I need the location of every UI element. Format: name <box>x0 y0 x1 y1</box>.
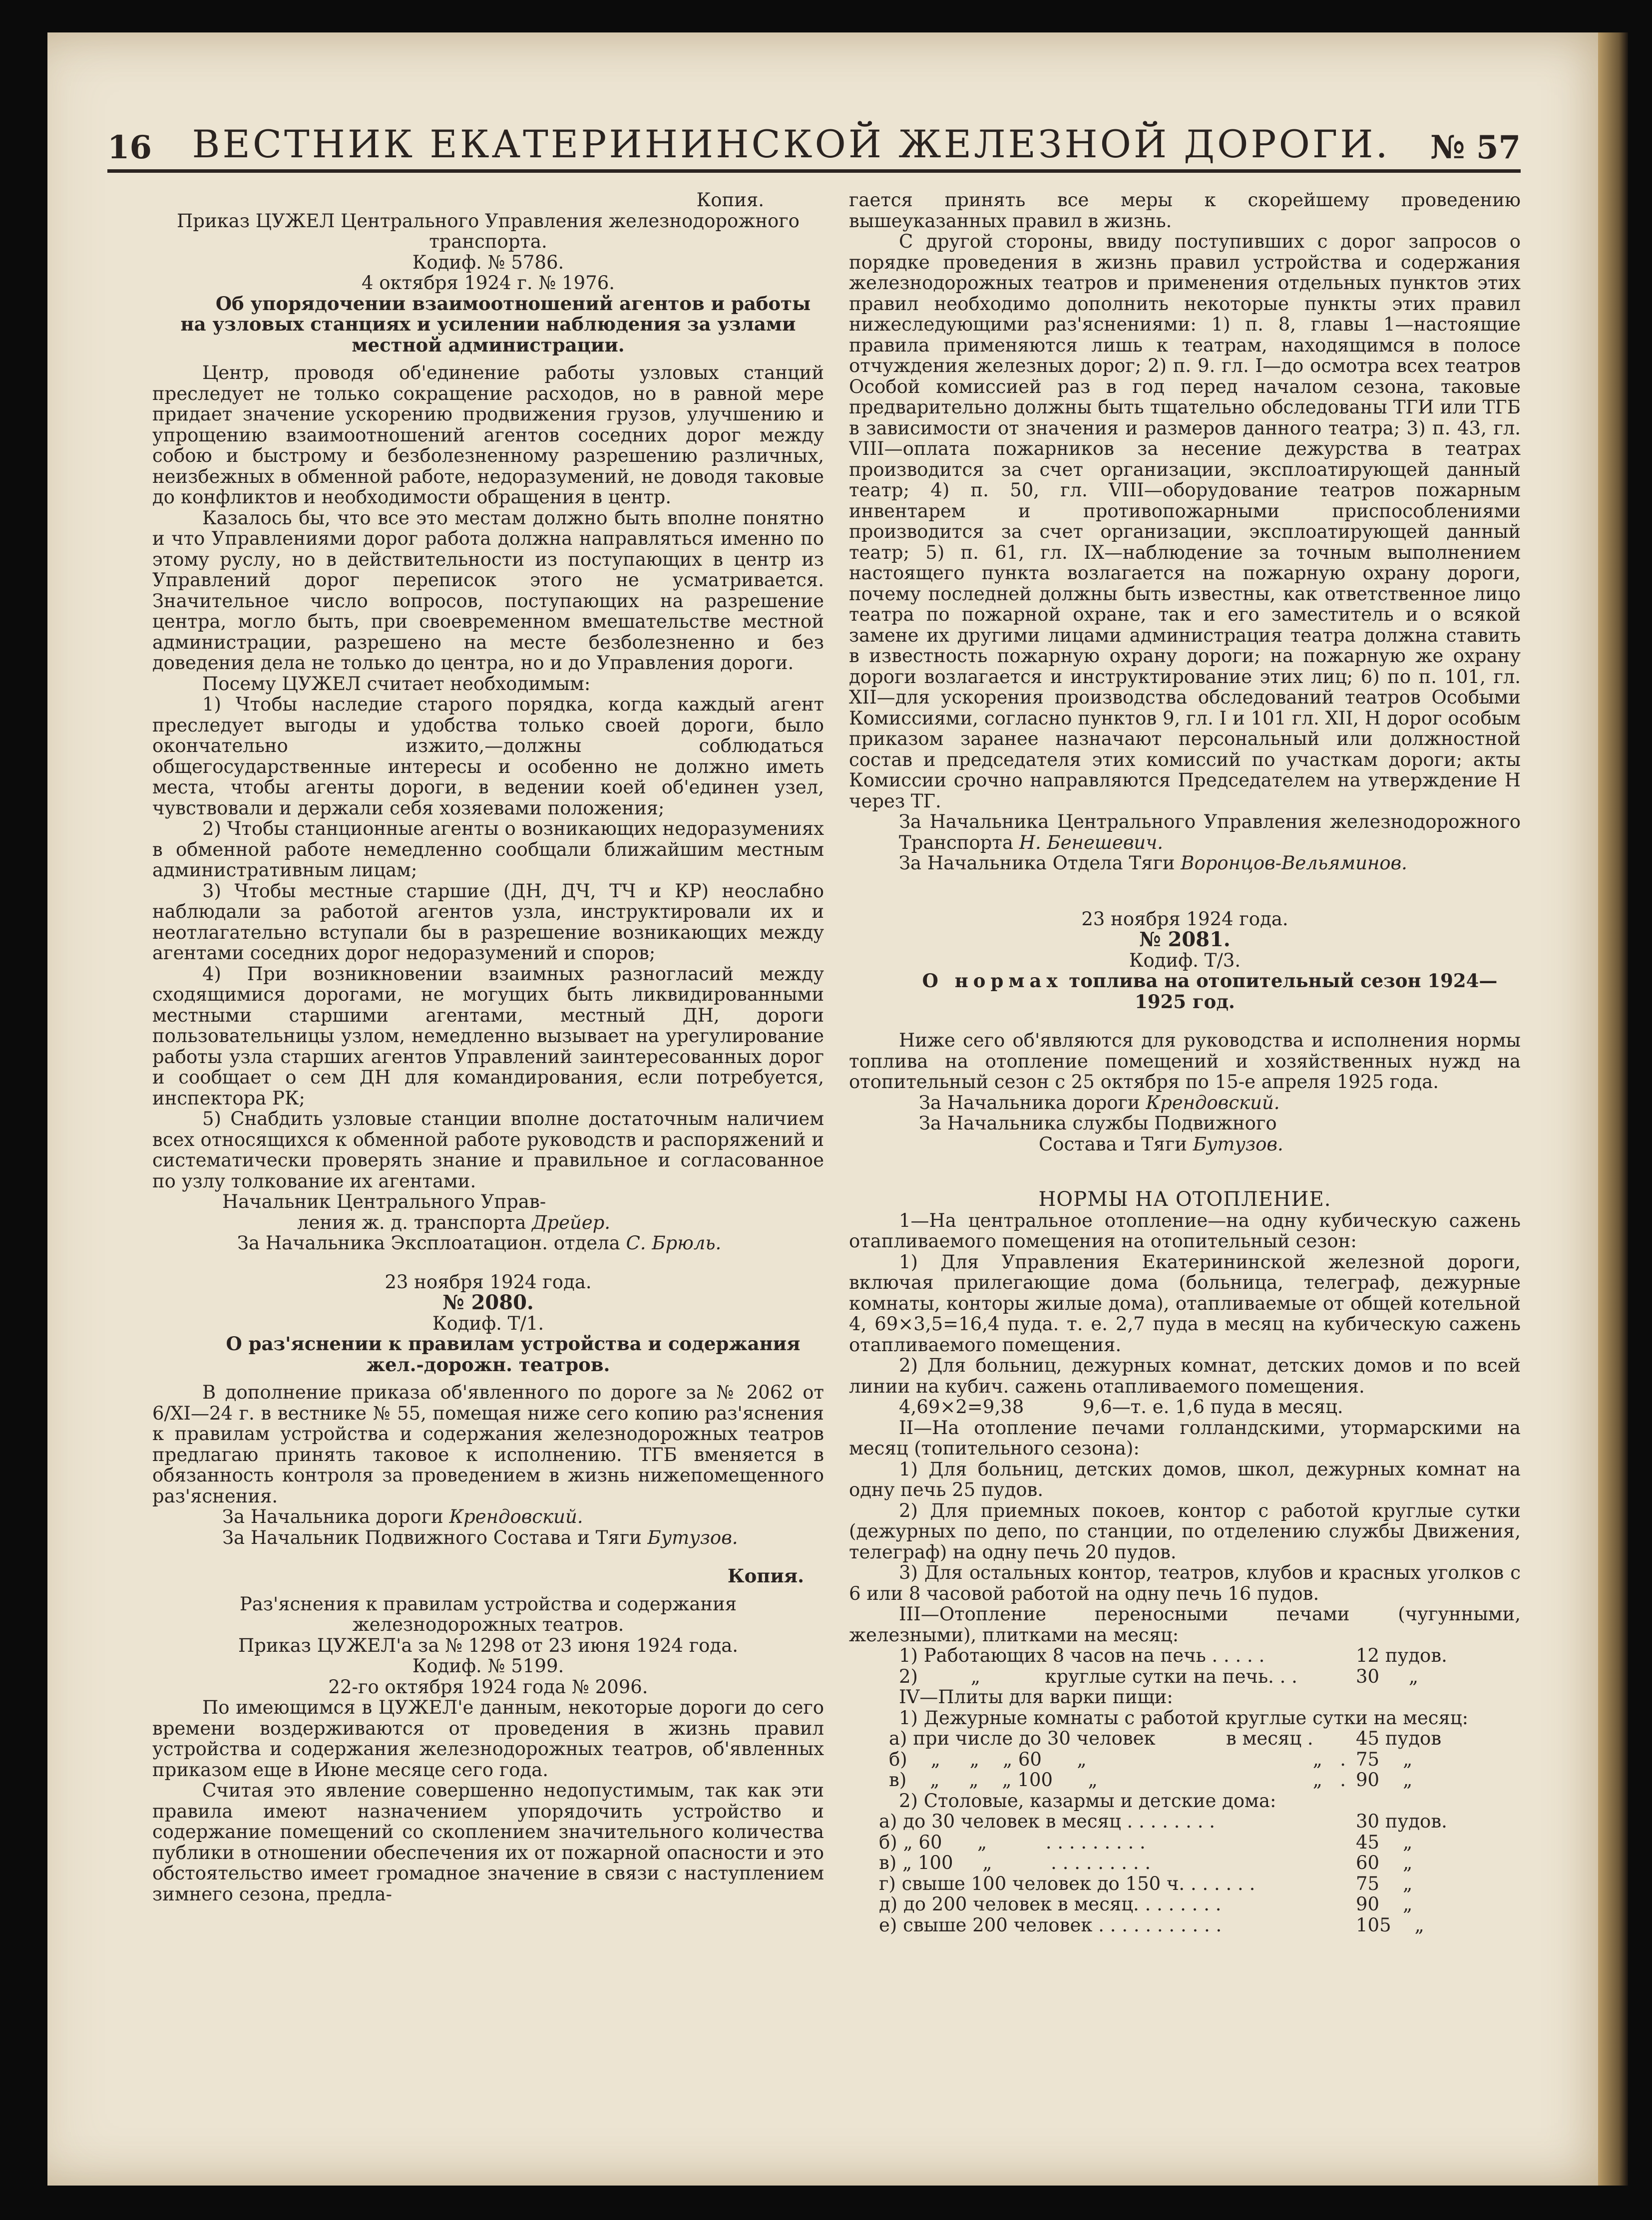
paragraph: Ниже сего об'являются для руководства и исполнения нормы топлива на отопление помещений и хозяйственных нужд на отопительный сезон с 25 октября по 15-е апреля 1925 года. <box>849 1030 1521 1093</box>
order-heading: О нормах топлива на отопительный сезон 1924—1925 год. <box>922 970 1498 1013</box>
signature-line: За Начальник Подвижного Состава и Тяги Бутузов. <box>222 1526 738 1548</box>
paragraph: В дополнение приказа об'явленного по дороге за № 2062 от 6/XI—24 г. в вестнике № 55, помещая ниже сего копию раз'яснения к правилам устройства и содержания железнодорожных театров предлагаю принять таковое к исполнению. ТГБ вменяется в обязанность контроля за проведением в жизнь нижепомещенного раз'яснения. <box>152 1382 824 1507</box>
order-code: Кодиф. № 5786. <box>412 251 564 273</box>
norm-row: б) „ „ „ 60 „ „ . 75 „ <box>889 1748 1413 1770</box>
paragraph: Центр, проводя об'единение работы узловых станций преследует не только сокращение расходов, но в равной мере придает значение ускорению продвижения грузов, улучшению и упрощению взаимоотношений агентов соседних дорог между собою и быстрому и безболезненному разрешению различных, неизбежных в обменной работе, недоразумений, не доводя таковые до конфликтов и необходимости обращения в центр. <box>152 362 824 508</box>
order-code: Кодиф. Т/1. <box>432 1312 544 1334</box>
paragraph: 1—На центральное отопление—на одну кубическую сажень отапливаемого помещения на отопительный сезон: <box>849 1209 1521 1252</box>
signature-line: За Начальника службы Подвижного <box>919 1112 1277 1134</box>
norm-row: а) до 30 человек в месяц . . . . . . . . 30 пудов. <box>879 1811 1447 1832</box>
signature-line: За Начальника Центрального Управления железнодорожного Транспорта Н. Бенешевич. <box>899 811 1521 853</box>
order-number: № 2080. <box>442 1291 534 1314</box>
right-column <box>849 190 1521 2097</box>
left-column <box>152 190 824 2097</box>
paragraph: 2) Столовые, казармы и детские дома: <box>899 1790 1276 1812</box>
paragraph: 1) Для больниц, детских домов, школ, дежурных комнат на одну печь 25 пудов. <box>849 1458 1521 1500</box>
norm-row: б) „ 60 „ . . . . . . . . . 45 „ <box>879 1831 1413 1853</box>
page-header <box>107 118 1521 173</box>
paragraph: II—На отопление печами голландскими, утормарскими на месяц (топительного сезона): <box>849 1417 1521 1459</box>
norm-row: г) свыше 100 человек до 150 ч. . . . . . . 75 „ <box>879 1872 1413 1894</box>
paragraph: 3) Для остальных контор, театров, клубов и красных уголков с 6 или 8 часовой работой на одну печь 16 пудов. <box>849 1562 1521 1604</box>
signatory-name: Бутузов. <box>1193 1133 1283 1155</box>
signatory-name: С. Брюль. <box>626 1232 722 1254</box>
signature-line: Начальник Центрального Управ- <box>222 1191 546 1212</box>
paragraph: 2) Для больниц, дежурных комнат, детских домов и по всей линии на кубич. сажень отапливаемого помещения. <box>849 1355 1521 1397</box>
paragraph: 1) Дежурные комнаты с работой круглые сутки на месяц: <box>899 1707 1469 1729</box>
paragraph: По имеющимся в ЦУЖЕЛ'е данным, некоторые дороги до сего времени воздерживаются от проведения в жизнь правил устройства и содержания железнодорожных театров, об'явленных приказом еще в Июне месяце сего года. <box>152 1697 824 1781</box>
formula: 4,69×2=9,38 9,6—т. е. 1,6 пуда в месяц. <box>899 1396 1343 1418</box>
signature-line: ления ж. д. транспорта Дрейер. <box>297 1211 611 1233</box>
explain-order: Приказ ЦУЖЕЛ'а за № 1298 от 23 июня 1924 года. <box>238 1634 739 1656</box>
paragraph: гается принять все меры к скорейшему проведению вышеуказанных правил в жизнь. <box>849 190 1521 232</box>
copy-label: Копия. <box>727 1565 804 1587</box>
page-number: 16 <box>107 129 152 166</box>
norm-row: 2) „ круглые сутки на печь. . . 30 „ <box>899 1665 1419 1687</box>
order-number: № 2081. <box>1139 928 1231 951</box>
signatory-name: Крендовский. <box>449 1506 583 1527</box>
paragraph: Казалось бы, что все это местам должно быть вполне понятно и что Управлениями дорог работа должна направляться именно по этому руслу, но в действительности из поступающих в центр из Управлений дорог переписок этого не усматривается. Значительное число вопросов, поступающих на разрешение центра, могло быть, при своевременном вмешательстве местной администрации, разрешено на месте безболезненно и без доведения дела не только до центра, но и до Управления дороги. <box>152 507 824 674</box>
norm-row: е) свыше 200 человек . . . . . . . . . . . 105 „ <box>879 1914 1424 1936</box>
paragraph: 5) Снабдить узловые станции вполне достаточным наличием всех относящихся к обменной работе руководств и распоряжений и систематически проверять знание и правильное и согласованное по узлу толкование их агентами. <box>152 1108 824 1192</box>
order-date: 23 ноября 1924 года. <box>1081 908 1288 930</box>
paragraph: IV—Плиты для варки пищи: <box>899 1686 1173 1708</box>
page-edge-shadow <box>1598 32 1628 2186</box>
copy-label: Копия. <box>696 190 764 211</box>
signature-line: За Начальника дороги Крендовский. <box>222 1506 583 1527</box>
paragraph: 2) Для приемных покоев, контор с работой круглые сутки (дежурных по депо, по станции, по отделению службы Движения, телеграф) на одну печь 20 пудов. <box>849 1499 1521 1563</box>
norms-title: НОРМЫ НА ОТОПЛЕНИЕ. <box>1038 1188 1331 1211</box>
explain-title: Раз'яснения к правилам устройства и содержания железнодорожных театров. <box>239 1593 737 1635</box>
signature-line: За Начальника Эксплоатацион. отдела С. Брюль. <box>237 1232 722 1254</box>
paragraph: III—Отопление переносными печами (чугунными, железными), плитками на месяц: <box>849 1603 1521 1646</box>
paragraph: С другой стороны, ввиду поступивших с дорог запросов о порядке проведения в жизнь правил устройства и содержания железнодорожных театров и применения отдельных пунктов этих правил необходимо дополнить некоторые пункты этих правил нижеследующими раз'яснениями: 1) п. 8, главы 1—настоящие правила применяются лишь к театрам, находящимся в полосе отчуждения железных дорог; 2) п. 9. гл. I—до осмотра всех театров Особой комиссией раз в год перед началом сезона, таковые предварительно должны быть тщательно обследованы ТГИ или ТГБ в зависимости от значения и размеров данного театра; 3) п. 43, гл. VIII—оплата пожарников за несение дежурства в театрах производится за счет организации, эксплоатирующей данный театр; 4) п. 50, гл. VIII—оборудование театров пожарным инвентарем и противопожарными приспособлениями производится за счет организации, эксплоатирующей данный театр; 5) п. 61, гл. IX—наблюдение за точным выполнением настоящего пункта возлагается на пожарную охрану дороги, почему последней должны быть известны, как ответственное лицо театра по пожарной охране, так и его заместитель и о всякой замене их другими лицами администрация театра должна ставить в известность пожарную охрану дороги; на пожарную же охрану дороги возлагается и инструктирование этих лиц; 6) по п. 101, гл. XII—для ускорения производства обследований театров Особыми Комиссиями, согласно пунктов 9, гл. I и 101 гл. XII, Н дорог особым приказом заранее назначают персональный или должностной состав и председателя этих комиссий по участкам дороги; акты Комиссии срочно направляются Председателем на утверждение Н через ТГ. <box>849 231 1521 812</box>
norm-row: д) до 200 человек в месяц. . . . . . . . 90 „ <box>879 1893 1413 1915</box>
order-code: Кодиф. Т/3. <box>1129 949 1241 971</box>
norm-row: в) „ 100 „ . . . . . . . . . 60 „ <box>879 1852 1413 1873</box>
signatory-name: Н. Бенешевич. <box>1019 831 1163 853</box>
signature-line: За Начальника Отдела Тяги Воронцов-Вельяминов. <box>899 852 1407 874</box>
order-date: 4 октября 1924 г. № 1976. <box>361 272 615 294</box>
norm-row: в) „ „ „ 100 „ „ . 90 „ <box>889 1769 1413 1791</box>
paragraph: 2) Чтобы станционные агенты о возникающих недоразумениях в обменной работе немедленно сообщали ближайшим местным административным лицам; <box>152 818 824 881</box>
order-date: 23 ноября 1924 года. <box>385 1271 592 1293</box>
issue-number: № 57 <box>1430 129 1521 166</box>
explain-code: Кодиф. № 5199. <box>412 1655 564 1677</box>
order-heading: О раз'яснении к правилам устройства и содержания жел.-дорожн. театров. <box>226 1333 801 1376</box>
paragraph: 1) Чтобы наследие старого порядка, когда каждый агент преследует выгоды и удобства только своей дороги, было окончательно изжито,—должны соблюдаться общегосударственные интересы и особенно не должно иметь места, чтобы агенты дороги, в ведении коей об'единен узел, чувствовали и держали себя хозяевами положения; <box>152 694 824 819</box>
paragraph: 4) При возникновении взаимных разногласий между сходящимися дорогами, не могущих быть ликвидированными местными старшими агентами, местный ДН, дороги пользовательницы узлом, немедленно вызывает на урегулирование работы узла старших агентов Управлений заинтересованных дорог и сообщает о сем ДН для командирования, если потребуется, инспектора РК; <box>152 963 824 1109</box>
paragraph: 3) Чтобы местные старшие (ДН, ДЧ, ТЧ и КР) неослабно наблюдали за работой агентов узла, инструктировали их и неотлагательно вступали бы в разрешение возникающих между агентами соседних дорог недоразумений и споров; <box>152 880 824 964</box>
signature-line: Состава и Тяги Бутузов. <box>1039 1133 1283 1155</box>
explain-date: 22-го октября 1924 года № 2096. <box>328 1676 648 1698</box>
order-title: Приказ ЦУЖЕЛ Центрального Управления железнодорожного транспорта. <box>177 210 800 252</box>
order-heading: Об упорядочении взаимоотношений агентов и работы на узловых станциях и усилении наблюдения за узлами местной администрации. <box>180 292 811 356</box>
signature-line: За Начальника дороги Крендовский. <box>919 1092 1280 1113</box>
newspaper-title: ВЕСТНИК ЕКАТЕРИНИНСКОЙ ЖЕЛЕЗНОЙ ДОРОГИ. <box>192 122 1390 166</box>
paragraph: Посему ЦУЖЕЛ считает необходимым: <box>202 673 591 695</box>
signatory-name: Дрейер. <box>532 1211 611 1233</box>
signatory-name: Воронцов-Вельяминов. <box>1181 852 1407 874</box>
norm-row: а) при числе до 30 человек в месяц . 45 пудов <box>889 1728 1442 1749</box>
paragraph: Считая это явление совершенно недопустимым, так как эти правила имеют назначением упорядочить устройство и содержание помещений со скоплением значительного количества публики в отношении обеспечения их от пожарной опасности и это обстоятельство имеет громадное значение в связи с наступлением зимнего сезона, предла- <box>152 1780 824 1905</box>
signatory-name: Бутузов. <box>647 1526 738 1548</box>
norm-row: 1) Работающих 8 часов на печь . . . . . 12 пудов. <box>899 1645 1447 1666</box>
signatory-name: Крендовский. <box>1146 1092 1280 1113</box>
paragraph: 1) Для Управления Екатерининской железной дороги, включая прилегающие дома (больница, телеграф, дежурные комнаты, конторы жилые дома), отапливаемые от общей котельной 4, 69×3,5=16,4 пуда. т. е. 2,7 пуда в месяц на кубическую сажень отапливаемого помещения. <box>849 1251 1521 1356</box>
